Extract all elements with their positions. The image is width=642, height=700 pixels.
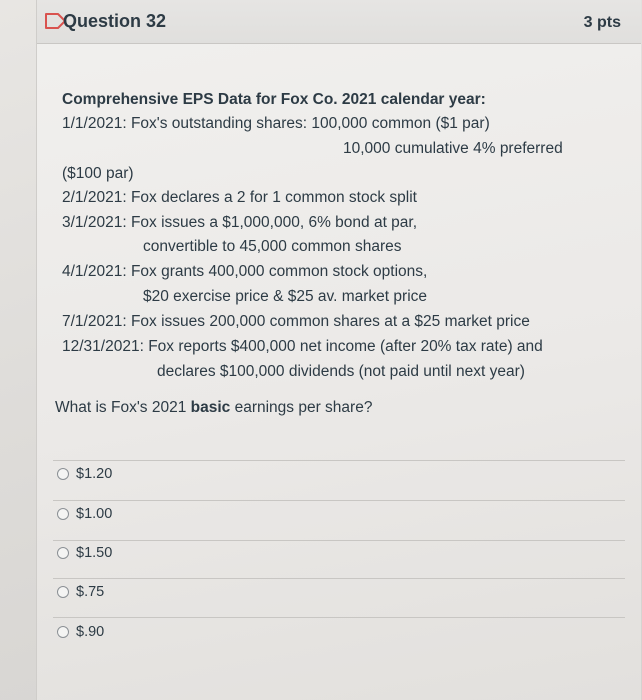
answer-option-1[interactable] bbox=[57, 462, 112, 486]
question-points: 3 pts bbox=[583, 14, 621, 31]
answer-label: $.75 bbox=[76, 584, 105, 600]
prompt-line: $20 exercise price & $25 av. market price bbox=[143, 288, 428, 305]
question-title: Question 32 bbox=[63, 11, 167, 31]
answer-option-4[interactable] bbox=[57, 580, 104, 604]
question-header bbox=[37, 0, 641, 44]
answer-divider bbox=[53, 540, 625, 541]
radio-button[interactable] bbox=[57, 547, 69, 559]
answer-divider bbox=[53, 500, 625, 501]
question-text-post: earnings per share? bbox=[230, 399, 373, 416]
prompt-line: ($100 par) bbox=[62, 165, 134, 182]
prompt-line: 7/1/2021: Fox issues 200,000 common shares at a $25 market price bbox=[62, 313, 530, 330]
prompt-line: 12/31/2021: Fox reports $400,000 net income (after 20% tax rate) and bbox=[62, 338, 543, 355]
answer-divider bbox=[53, 460, 625, 461]
prompt-heading: Comprehensive EPS Data for Fox Co. 2021 calendar year: bbox=[62, 91, 486, 108]
question-text bbox=[55, 396, 372, 421]
answer-option-2[interactable] bbox=[57, 502, 112, 526]
radio-button[interactable] bbox=[57, 586, 69, 598]
answer-label: $1.00 bbox=[76, 506, 113, 522]
prompt-line: 3/1/2021: Fox issues a $1,000,000, 6% bond at par, bbox=[62, 214, 418, 231]
answer-option-5[interactable] bbox=[57, 620, 104, 644]
question-card bbox=[36, 0, 641, 700]
answer-label: $1.20 bbox=[76, 466, 113, 482]
prompt-line: 1/1/2021: Fox's outstanding shares: 100,000 common ($1 par) bbox=[62, 115, 490, 132]
radio-button[interactable] bbox=[57, 508, 69, 520]
answer-option-3[interactable] bbox=[57, 541, 112, 565]
question-text-pre: What is Fox's 2021 bbox=[55, 399, 191, 416]
answer-divider bbox=[53, 617, 625, 618]
prompt-line: convertible to 45,000 common shares bbox=[143, 238, 402, 255]
prompt-line: declares $100,000 dividends (not paid until next year) bbox=[157, 363, 525, 380]
answer-label: $.90 bbox=[76, 624, 105, 640]
answer-label: $1.50 bbox=[76, 545, 113, 561]
prompt-line: 10,000 cumulative 4% preferred bbox=[343, 140, 563, 157]
prompt-line: 4/1/2021: Fox grants 400,000 common stock options, bbox=[62, 263, 428, 280]
prompt-line: 2/1/2021: Fox declares a 2 for 1 common stock split bbox=[62, 189, 417, 206]
radio-button[interactable] bbox=[57, 626, 69, 638]
answer-divider bbox=[53, 578, 625, 579]
question-text-emphasis: basic bbox=[190, 399, 231, 416]
radio-button[interactable] bbox=[57, 468, 69, 480]
